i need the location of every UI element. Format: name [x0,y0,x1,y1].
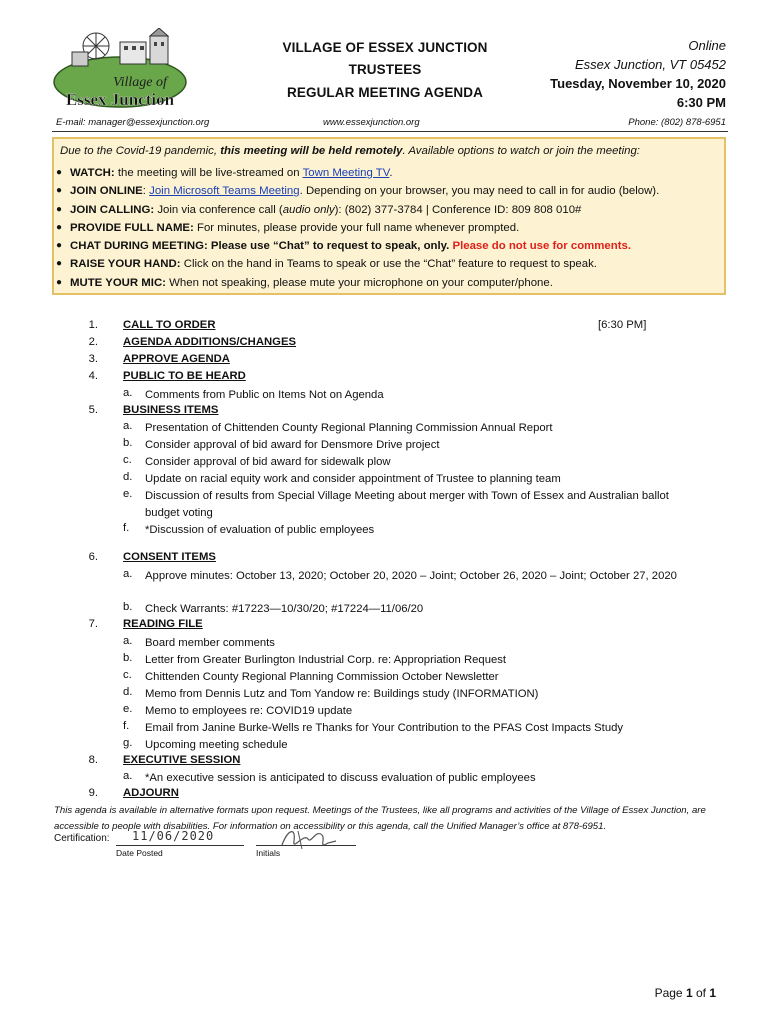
agenda-item-title: APPROVE AGENDA [123,352,230,365]
agenda-item-number: 4. [88,369,98,382]
agenda-item-title: AGENDA ADDITIONS/CHANGES [123,335,297,348]
date-posted-caption: Date Posted [116,848,163,858]
agenda-item-number: 6. [88,550,98,563]
page-number: Page 1 of 1 [654,986,716,1000]
agenda-subitem-text: Update on racial equity work and consider appointment of Trustee to planning team [145,473,561,486]
meeting-time: 6:30 PM [676,95,726,110]
agenda-subitem-letter: a. [123,567,133,580]
agenda-item-title: ADJOURN [123,787,179,800]
agenda-subitem-letter: a. [123,635,133,648]
agenda-subitem-text: Approve minutes: October 13, 2020; October 20, 2020 – Joint; October 26, 2020 – Joint; October 27, 2020 [145,569,677,582]
agenda-start-time: [6:30 PM] [598,319,647,331]
agenda-subitem-text: Memo from Dennis Lutz and Tom Yandow re: Buildings study (INFORMATION) [145,687,539,700]
agenda-item-number: 3. [88,352,98,365]
agenda-subitem-letter: e. [123,702,133,715]
agenda-subitem-text: Discussion of results from Special Village Meeting about merger with Town of Essex and Australian ballot budget voting [145,490,669,519]
contact-email[interactable]: E-mail: manager@essexjunction.org [56,117,210,128]
agenda-item-title: EXECUTIVE SESSION [123,753,241,766]
signature-initials [278,823,338,855]
option-chat: ● CHAT DURING MEETING: Please use “Chat” to request to speak, only. Please do not use for comments. [56,240,631,253]
agenda-subitem-letter: c. [123,454,132,467]
initials-caption: Initials [256,848,281,858]
agenda-item-title: BUSINESS ITEMS [123,403,219,416]
agenda-subitem-letter: a. [123,386,133,399]
accessibility-note: This agenda is available in alternative formats upon request. Meetings of the Trustees, like all programs and activities of the Village of Essex Junction, are accessible to people with disabilities. For information on accessibility or this agenda, call the Unified Manager’s office at 878-6951. [54,805,706,832]
agenda-subitem-text: Presentation of Chittenden County Regional Planning Commission Annual Report [145,422,553,435]
agenda-subitem-letter: a. [123,420,133,433]
agenda-subitem-letter: d. [123,685,133,698]
meeting-date: Tuesday, November 10, 2020 [550,76,726,91]
agenda-item-number: 5. [88,403,98,416]
agenda-subitem-letter: c. [123,669,132,681]
meeting-address: Essex Junction, VT 05452 [574,57,726,72]
logo-text-top: Village of [113,75,167,90]
logo-text-bottom: Essex Junction [65,90,175,109]
agenda-subitem-text: Memo to employees re: COVID19 update [145,704,353,717]
agenda-subitem-text: Consider approval of bid award for Densmore Drive project [145,439,440,452]
option-full-name: ● PROVIDE FULL NAME: For minutes, please provide your full name whenever prompted. [56,221,520,234]
agenda-item-title: PUBLIC TO BE HEARD [123,369,246,382]
option-mute-mic: ● MUTE YOUR MIC: When not speaking, please mute your microphone on your computer/phone. [56,276,553,289]
agenda-subitem-letter: e. [123,488,133,500]
teams-meeting-link[interactable]: Join Microsoft Teams Meeting [149,185,300,198]
certification-date: 11/06/2020 [132,829,215,843]
agenda-subitem-text: Board member comments [145,637,275,650]
contact-phone: Phone: (802) 878-6951 [628,117,726,128]
agenda-subitem-text: *Discussion of evaluation of public employees [145,523,375,536]
agenda-subitem-letter: f. [123,719,130,732]
town-meeting-tv-link[interactable]: Town Meeting TV [302,167,390,179]
title-meeting-agenda: REGULAR MEETING AGENDA [287,85,483,100]
agenda-item-number: 7. [88,618,98,631]
option-watch: ● WATCH: the meeting will be live-streamed on Town Meeting TV. [56,167,393,179]
agenda-item-number: 1. [88,319,98,331]
contact-website[interactable]: www.essexjunction.org [323,117,420,128]
agenda-subitem-text: Comments from Public on Items Not on Agenda [145,388,384,401]
agenda-item-title: CALL TO ORDER [123,319,216,331]
agenda-subitem-letter: a. [123,770,133,783]
agenda-subitem-text: Chittenden County Regional Planning Commission October Newsletter [145,671,499,683]
agenda-subitem-text: Check Warrants: #17223—10/30/20; #17224—11/06/20 [145,603,424,616]
agenda-subitem-text: *An executive session is anticipated to discuss evaluation of public employees [145,772,536,785]
agenda-subitem-letter: b. [123,601,133,614]
meeting-location: Online [688,38,726,53]
agenda-subitem-text: Email from Janine Burke-Wells re Thanks for Your Contribution to the PFAS Cost Impacts Study [145,721,624,734]
agenda-item-title: READING FILE [123,618,203,631]
agenda-item-number: 2. [88,335,98,348]
option-raise-hand: ● RAISE YOUR HAND: Click on the hand in Teams to speak or use the “Chat” feature to request to speak. [56,258,597,271]
notice-intro: Due to the Covid-19 pandemic, this meeting will be held remotely. Available options to watch or join the meeting: [60,145,640,157]
agenda-subitem-text: Letter from Greater Burlington Industrial Corp. re: Appropriation Request [145,654,507,667]
agenda-subitem-letter: b. [123,437,133,450]
agenda-subitem-letter: f. [123,521,130,534]
option-join-online: ● JOIN ONLINE: Join Microsoft Teams Meeting. Depending on your browser, you may need to call in for audio (below). [56,185,660,198]
option-join-calling: ● JOIN CALLING: Join via conference call (audio only): (802) 377-3784 | Conference ID: 809 808 010# [56,203,582,216]
agenda-item-title: CONSENT ITEMS [123,550,216,563]
agenda-item-number: 9. [88,787,98,800]
agenda-subitem-letter: b. [123,652,133,665]
date-posted-line [116,845,244,846]
agenda-item-number: 8. [88,753,98,766]
agenda-subitem-text: Consider approval of bid award for sidewalk plow [145,456,391,469]
title-village: VILLAGE OF ESSEX JUNCTION [282,40,488,55]
title-trustees: TRUSTEES [348,62,422,77]
agenda-subitem-letter: d. [123,471,133,484]
certification-label: Certification: [54,833,110,844]
agenda-subitem-text: Upcoming meeting schedule [145,738,288,751]
agenda-subitem-letter: g. [123,736,133,749]
